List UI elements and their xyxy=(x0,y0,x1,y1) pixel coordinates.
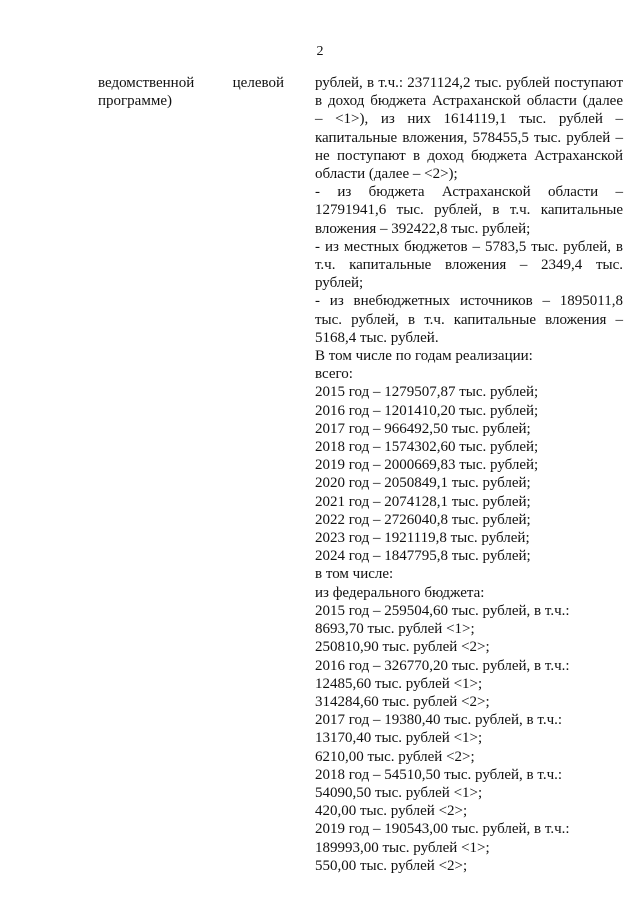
funding-intro-paragraph: рублей, в т.ч.: 2371124,2 тыс. рублей поступают в доход бюджета Астраханской области (далее – <1>), из них 1614119,1 тыс. рублей – капитальные вложения, 578455,5 тыс. рублей – не поступают в доход бюджета Астраханской области (далее – <2>); xyxy=(315,75,623,183)
federal-year-line: 2018 год – 54510,50 тыс. рублей, в т.ч.: xyxy=(315,766,563,783)
total-year-line: 2020 год – 2050849,1 тыс. рублей; xyxy=(315,475,531,492)
federal-year-line: 2016 год – 326770,20 тыс. рублей, в т.ч.: xyxy=(315,657,570,674)
total-year-line: 2018 год – 1574302,60 тыс. рублей; xyxy=(315,439,539,456)
page-number: 2 xyxy=(316,44,324,59)
federal-year-line: 250810,90 тыс. рублей <2>; xyxy=(315,639,490,656)
total-heading: всего: xyxy=(315,366,353,383)
federal-year-line: 550,00 тыс. рублей <2>; xyxy=(315,857,468,874)
federal-year-line: 2015 год – 259504,60 тыс. рублей, в т.ч.: xyxy=(315,602,570,619)
federal-year-line: 12485,60 тыс. рублей <1>; xyxy=(315,675,483,692)
federal-year-line: 420,00 тыс. рублей <2>; xyxy=(315,803,468,820)
extrabudgetary-paragraph: - из внебюджетных источников – 1895011,8 тыс. рублей, в т.ч. капитальные вложения – 5168,4 тыс. рублей. xyxy=(315,293,623,346)
total-year-line: 2024 год – 1847795,8 тыс. рублей; xyxy=(315,548,531,565)
federal-year-line: 314284,60 тыс. рублей <2>; xyxy=(315,693,490,710)
total-year-line: 2016 год – 1201410,20 тыс. рублей; xyxy=(315,402,539,419)
total-year-line: 2023 год – 1921119,8 тыс. рублей; xyxy=(315,530,530,547)
total-year-line: 2017 год – 966492,50 тыс. рублей; xyxy=(315,420,531,437)
federal-year-line: 2019 год – 190543,00 тыс. рублей, в т.ч.: xyxy=(315,821,570,838)
federal-year-line: 6210,00 тыс. рублей <2>; xyxy=(315,748,475,765)
program-label-word2: целевой xyxy=(232,75,284,91)
program-label-line2: программе) xyxy=(98,93,172,109)
program-label-cell xyxy=(98,74,284,110)
program-label-word1: ведомственной xyxy=(98,75,195,91)
federal-budget-heading: из федерального бюджета: xyxy=(315,584,485,601)
regional-budget-paragraph: - из бюджета Астраханской области – 12791941,6 тыс. рублей, в т.ч. капитальные вложения – 392422,8 тыс. рублей; xyxy=(315,184,623,237)
program-label-line1 xyxy=(98,74,284,92)
federal-year-line: 8693,70 тыс. рублей <1>; xyxy=(315,621,475,638)
by-years-heading: В том числе по годам реализации: xyxy=(315,348,533,365)
federal-year-line: 189993,00 тыс. рублей <1>; xyxy=(315,839,490,856)
total-year-line: 2019 год – 2000669,83 тыс. рублей; xyxy=(315,457,539,474)
funding-text-cell xyxy=(315,74,623,875)
federal-year-line: 54090,50 тыс. рублей <1>; xyxy=(315,784,483,801)
total-year-line: 2015 год – 1279507,87 тыс. рублей; xyxy=(315,384,539,401)
federal-year-line: 2017 год – 19380,40 тыс. рублей, в т.ч.: xyxy=(315,712,563,729)
federal-year-line: 13170,40 тыс. рублей <1>; xyxy=(315,730,483,747)
total-year-line: 2022 год – 2726040,8 тыс. рублей; xyxy=(315,511,531,528)
local-budgets-paragraph: - из местных бюджетов – 5783,5 тыс. рублей, в т.ч. капитальные вложения – 2349,4 тыс. рублей; xyxy=(315,238,623,292)
including-heading: в том числе: xyxy=(315,566,394,583)
total-year-line: 2021 год – 2074128,1 тыс. рублей; xyxy=(315,493,531,510)
